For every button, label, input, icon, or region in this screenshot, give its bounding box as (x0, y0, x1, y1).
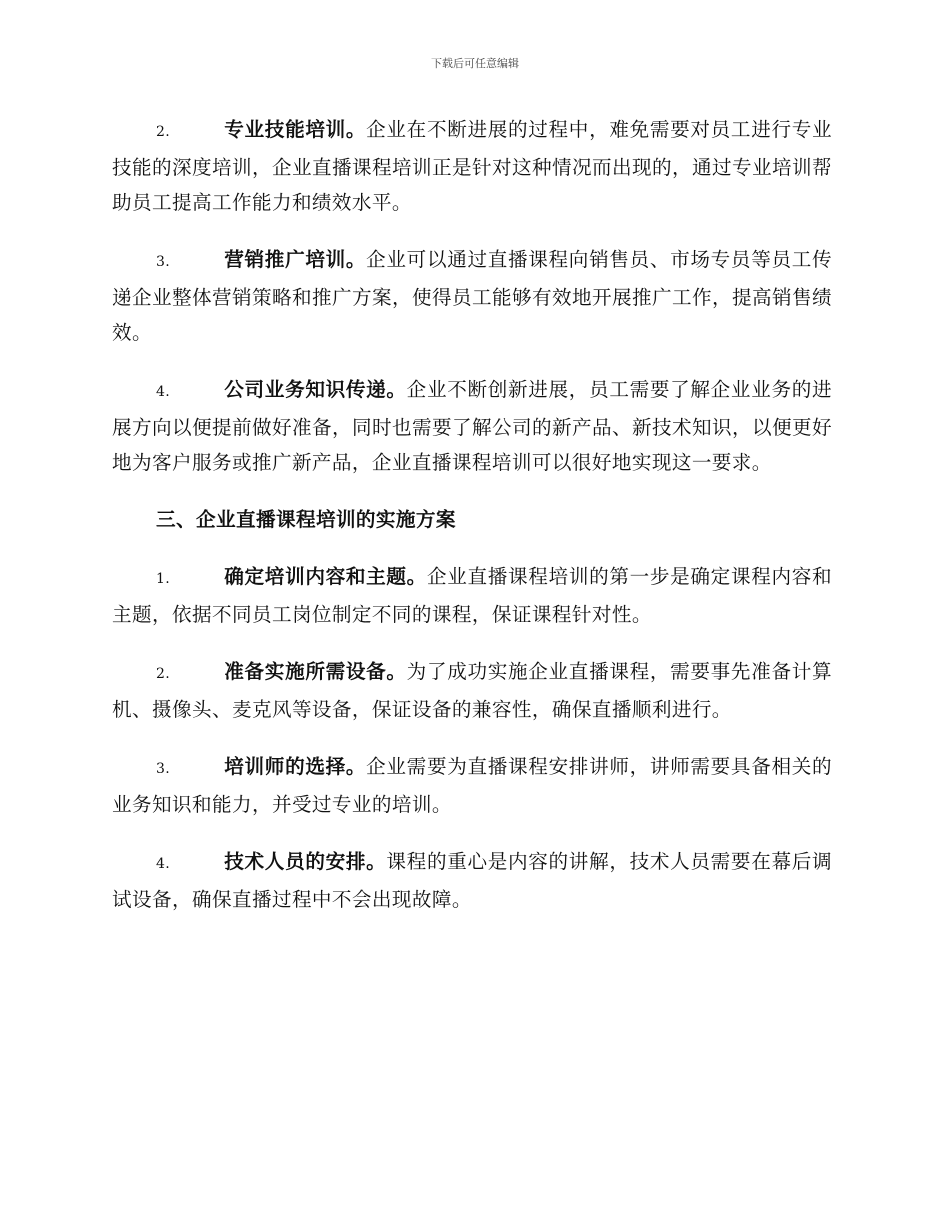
section-heading: 三、企业直播课程培训的实施方案 (156, 508, 456, 531)
list-item (112, 559, 832, 632)
list-item-title: 培训师的选择。 (224, 755, 367, 778)
list-item-number: 4. (156, 384, 171, 400)
list-item-text: 课程的重心是内容的讲解，技术人员需要在幕后调试设备，确保直播过程中不会出现故障。 (112, 850, 832, 911)
list-item (112, 372, 832, 480)
list-item-number: 3. (156, 254, 171, 270)
list-item-title: 准备实施所需设备。 (224, 660, 407, 683)
list-item-text: 企业直播课程培训的第一步是确定课程内容和主题，依据不同员工岗位制定不同的课程，保证课程针对性。 (112, 565, 833, 626)
list-item-title: 专业技能培训。 (224, 118, 367, 141)
list-item-number: 2. (156, 666, 171, 682)
document-body (112, 112, 832, 939)
list-item-number: 3. (156, 761, 171, 777)
list-item-number: 2. (156, 124, 171, 140)
list-item (112, 242, 832, 350)
page-header: 下载后可任意编辑 (431, 57, 519, 70)
list-item-title: 技术人员的安排。 (224, 850, 387, 873)
list-item-title: 营销推广培训。 (224, 248, 367, 271)
list-item-number: 1. (156, 571, 171, 587)
list-item-text: 企业不断创新进展，员工需要了解企业业务的进展方向以便提前做好准备，同时也需要了解公司的新产品、新技术知识，以便更好地为客户服务或推广新产品，企业直播课程培训可以很好地实现这一要求。 (112, 378, 832, 474)
list-item-text: 企业可以通过直播课程向销售员、市场专员等员工传递企业整体营销策略和推广方案，使得员工能够有效地开展推广工作，提高销售绩效。 (112, 248, 832, 344)
list-item-text: 为了成功实施企业直播课程，需要事先准备计算机、摄像头、麦克风等设备，保证设备的兼容性，确保直播顺利进行。 (112, 660, 832, 721)
list-item (112, 654, 832, 727)
list-item-text: 企业在不断进展的过程中，难免需要对员工进行专业技能的深度培训，企业直播课程培训正是针对这种情况而出现的，通过专业培训帮助员工提高工作能力和绩效水平。 (112, 118, 832, 214)
list-item-title: 确定培训内容和主题。 (224, 565, 427, 588)
list-item (112, 749, 832, 822)
list-item-title: 公司业务知识传递。 (224, 378, 407, 401)
list-item (112, 112, 832, 220)
list-item-text: 企业需要为直播课程安排讲师，讲师需要具备相关的业务知识和能力，并受过专业的培训。 (112, 755, 832, 816)
list-item-number: 4. (156, 856, 171, 872)
list-item (112, 844, 832, 917)
